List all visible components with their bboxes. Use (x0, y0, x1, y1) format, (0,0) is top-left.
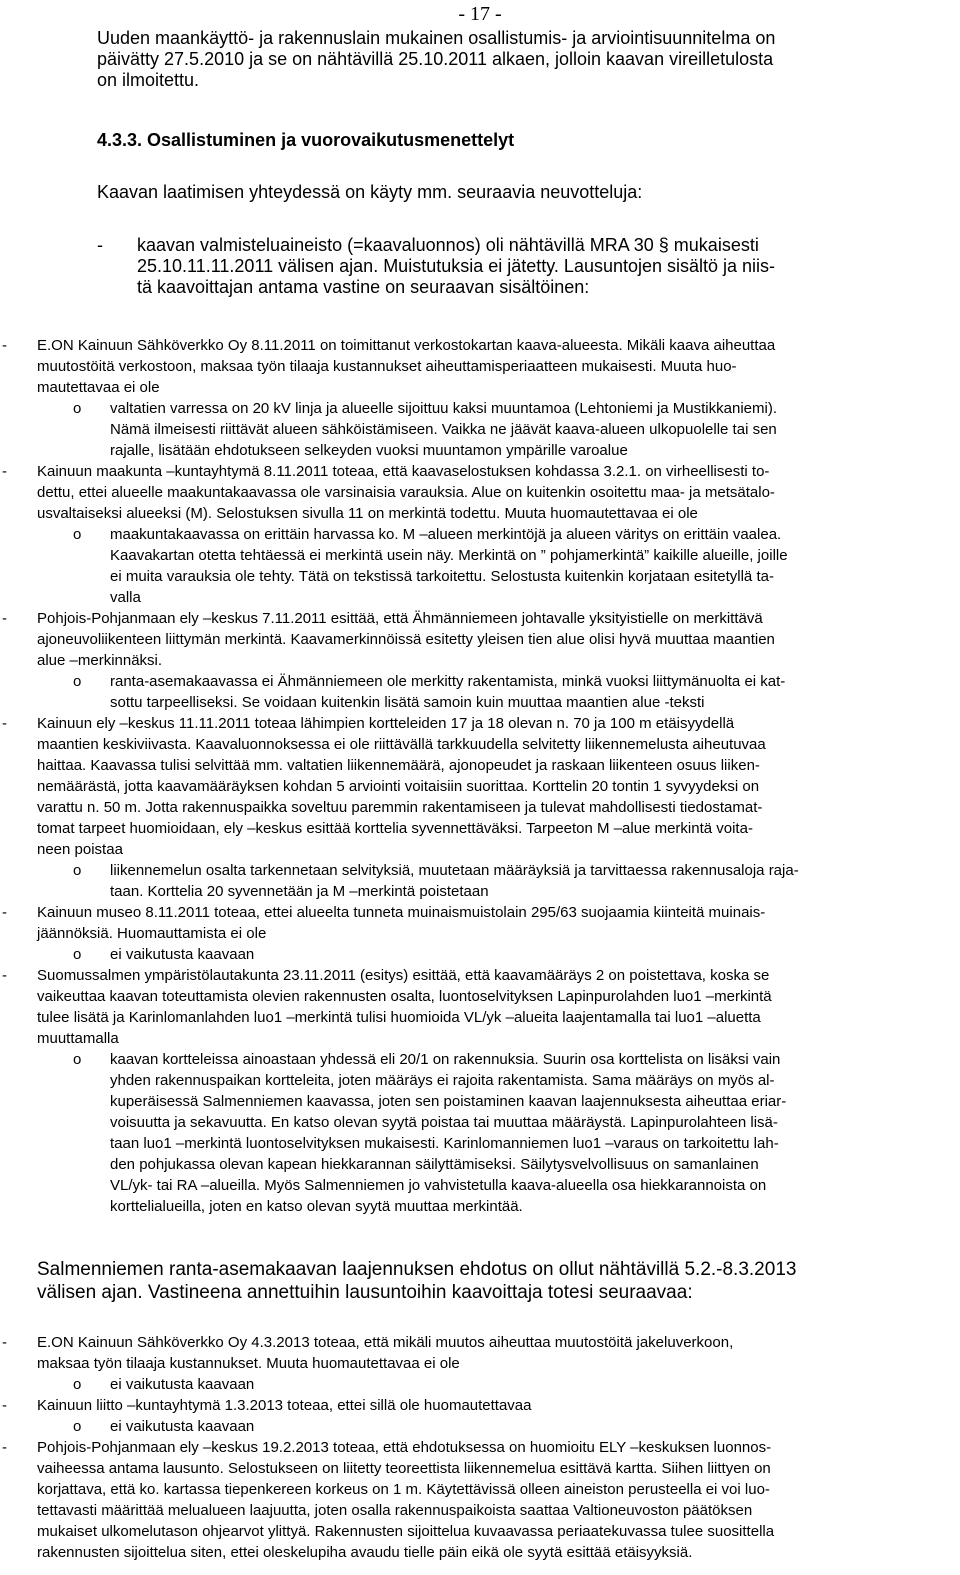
text-line: Kainuun museo 8.11.2011 toteaa, ettei alueelta tunneta muinaismuistolain 295/63 suojaamia kiinteitä muinais- (37, 904, 766, 921)
text-line: on ilmoitettu. (97, 70, 200, 90)
text-line: valtatien varressa on 20 kV linja ja alueelle sijoittuu kaksi muuntamoa (Lehtoniemi ja Mustikkaniemi). (110, 400, 777, 417)
bullet-item (0, 524, 950, 608)
text-line: muuttamalla (37, 1030, 119, 1047)
text-line: maksaa työn tilaaja kustannukset. Muuta huomautettavaa ei ole (37, 1355, 460, 1372)
intro-paragraph (97, 28, 952, 91)
bullet-marker: o (73, 862, 82, 879)
dash-marker: - (2, 904, 7, 921)
dash-marker: - (2, 337, 7, 354)
text-line: Uuden maankäyttö- ja rakennuslain mukainen osallistumis- ja arviointisuunnitelma on (97, 28, 776, 48)
text-line: päivätty 27.5.2010 ja se on nähtävillä 25.10.2011 alkaen, jolloin kaavan vireilletulosta (97, 49, 774, 69)
text-line: rakennusten sijoittelua siten, ettei oleskelupiha avaudu tielle päin eikä ole syytä esittää etäisyyksiä. (37, 1544, 693, 1561)
bullet-marker: o (73, 526, 82, 543)
text-line: E.ON Kainuun Sähköverkko Oy 4.3.2013 toteaa, että mikäli muutos aiheuttaa muutostöitä jakeluverkoon, (37, 1334, 734, 1351)
text-line: jäännöksiä. Huomauttamista ei ole (37, 925, 267, 942)
text-line: tomat tarpeet huomioidaan, ely –keskus esittää korttelia syvennettäväksi. Tarpeeton M –alue merkintä voita- (37, 820, 753, 837)
statement-item (0, 608, 950, 713)
text-line: neen poistaa (37, 841, 123, 858)
text-line: sottu tarpeelliseksi. Se voidaan kuitenkin lisätä samoin kuin muuttaa maantien alue -teksti (110, 694, 705, 711)
text-line: kaavan valmisteluaineisto (=kaavaluonnos) oli nähtävillä MRA 30 § mukaisesti (137, 235, 759, 255)
dash-marker: - (2, 610, 7, 627)
text-line: tulee lisätä ja Karinlomanlahden luo1 –merkintä tulisi huomioida VL/yk –alueita laajentamalla tai luo1 –aluetta (37, 1009, 761, 1026)
announcement (37, 1258, 937, 1304)
text-line: Kainuun ely –keskus 11.11.2011 toteaa lähimpien kortteleiden 17 ja 18 olevan n. 70 ja 100 m etäisyydellä (37, 715, 735, 732)
text-line: maantien keskiviivasta. Kaavaluonnoksessa ei ole riittävällä tarkkuudella selvitetty liikennemelusta aiheutuvaa (37, 736, 766, 753)
text-line: dettu, ettei alueelle maakuntakaavassa ole varsinaisia varauksia. Alue on kuitenkin osoitettu maa- ja metsätalo- (37, 484, 775, 501)
dash-marker: - (97, 235, 103, 255)
section-heading: 4.3.3. Osallistuminen ja vuorovaikutusmenettelyt (97, 130, 515, 150)
text-line: voisuutta ja sekavuutta. En katso olevan syytä poistaa tai muuttaa määräystä. Lapinpurolahteen lisä- (110, 1114, 778, 1131)
text-line: kuperäisessä Salmenniemen kaavassa, joten sen poistaminen kaavan laajennuksesta aiheuttaa eriar- (110, 1093, 787, 1110)
text-line: alue –merkinnäksi. (37, 652, 163, 669)
text-line: ranta-asemakaavassa ei Ähmänniemeen ole merkitty rakentamista, minkä vuoksi liittymänuolta ei kat- (110, 673, 786, 690)
bullet-item (0, 1374, 950, 1395)
bullet-item (0, 860, 950, 902)
text-line: liikennemelun osalta tarkennetaan selvityksiä, muutetaan määräyksiä ja tarvittaessa rakennusaloja raja- (110, 862, 799, 879)
statement-item (0, 713, 950, 902)
text-line: korjattava, että ko. kartassa tiepenkereen korkeus on 1 m. Käytettävissä olleen aineiston perusteella ei voi luo- (37, 1481, 770, 1498)
statement-item (0, 1332, 950, 1395)
text-line: taan luo1 –merkintä luontoselvityksen mukaisesti. Karinlomanniemen luo1 –varaus on tarkoitettu lah- (110, 1135, 779, 1152)
text-line: E.ON Kainuun Sähköverkko Oy 8.11.2011 on toimittanut verkostokartan kaava-alueesta. Mikäli kaava aiheuttaa (37, 337, 776, 354)
bullet-marker: o (73, 1051, 82, 1068)
text-line: ei vaikutusta kaavaan (110, 946, 255, 963)
top-list-item (97, 235, 955, 298)
text-line: den pohjukassa olevan kapean hiekkarannan säilyttämiseksi. Säilytysvelvollisuus on samanlainen (110, 1156, 759, 1173)
text-line: Kaavakartan otetta tehtäessä ei merkintä usein näy. Merkintä on ” pohjamerkintä” kaikille alueille, joille (110, 547, 788, 564)
dash-marker: - (2, 1397, 7, 1414)
text-line: Kainuun liitto –kuntayhtymä 1.3.2013 toteaa, ettei sillä ole huomautettavaa (37, 1397, 532, 1414)
bullet-marker: o (73, 1376, 82, 1393)
text-line: Suomussalmen ympäristölautakunta 23.11.2011 (esitys) esittää, että kaavamääräys 2 on poistettava, koska se (37, 967, 770, 984)
text-line: kaavan kortteleissa ainoastaan yhdessä eli 20/1 on rakennuksia. Suurin osa korttelista on lisäksi vain (110, 1051, 781, 1068)
dash-marker: - (2, 1334, 7, 1351)
dash-marker: - (2, 967, 7, 984)
bullet-item (0, 944, 950, 965)
statement-item (0, 965, 950, 1217)
text-line: varattu n. 50 m. Jotta rakennuspaikka soveltuu paremmin rakentamiseen ja tulevat mahdollisesti tiedostamat- (37, 799, 763, 816)
text-line: ei vaikutusta kaavaan (110, 1376, 255, 1393)
text-line: Nämä ilmeisesti riittävät alueen sähköistämiseen. Vaikka ne jäävät kaava-alueen ulkopuolelle tai sen (110, 421, 777, 438)
text-line: muutostöitä verkostoon, maksaa työn tilaaja kustannukset aiheuttamisperiaatteen mukaisesti. Muuta huo- (37, 358, 737, 375)
text-line: ei vaikutusta kaavaan (110, 1418, 255, 1435)
bullet-marker: o (73, 1418, 82, 1435)
statement-item (0, 902, 950, 965)
bullet-item (0, 671, 950, 713)
dash-marker: - (2, 463, 7, 480)
text-line: tettavasti määrittää melualueen laajuutta, joten osalla rakennuspaikoista saattaa Valtioneuvoston päätöksen (37, 1502, 753, 1519)
bullet-item (0, 1416, 950, 1437)
text-line: usvaltaiseksi alueeksi (M). Selostuksen sivulla 11 on merkintä todettu. Muuta huomautettavaa ei ole (37, 505, 698, 522)
statement-item (0, 1437, 950, 1563)
bullet-item (0, 398, 950, 461)
statement-list (0, 335, 950, 1217)
text-line: nemäärästä, jotta kaavamääräyksen kohdan 5 arviointi voitaisiin suorittaa. Korttelin 20 tontin 1 syvyydeksi on (37, 778, 760, 795)
text-line: korttelialueilla, joten en katso olevan syytä muuttaa merkintää. (110, 1198, 523, 1215)
text-line: välisen ajan. Vastineena annettuihin lausuntoihin kaavoittaja totesi seuraavaa: (37, 1282, 693, 1303)
statement-item (0, 1395, 950, 1437)
text-line: Salmenniemen ranta-asemakaavan laajennuksen ehdotus on ollut nähtävillä 5.2.-8.3.2013 (37, 1259, 797, 1280)
page-number: - 17 - (458, 3, 502, 25)
text-line: mukaiset ulkomelutason ohjearvot ylittyä. Rakennusten sijoittelua kuvaavassa periaatekuvassa tulee suosittella (37, 1523, 775, 1540)
dash-marker: - (2, 1439, 7, 1456)
bullet-marker: o (73, 673, 82, 690)
bullet-marker: o (73, 400, 82, 417)
text-line: tä kaavoittajan antama vastine on seuraavan sisältöinen: (137, 277, 590, 297)
bullet-marker: o (73, 946, 82, 963)
statement-item (0, 461, 950, 608)
text-line: ei muita varauksia ole tehty. Tätä on tekstissä tarkoitettu. Selostusta kuitenkin korjataan esitetyllä ta- (110, 568, 774, 585)
text-line: haittaa. Kaavassa tulisi selvittää mm. valtatien liikennemäärä, ajonopeudet ja raskaan liikenteen osuus liiken- (37, 757, 760, 774)
text-line: taan. Korttelia 20 syvennetään ja M –merkintä poistetaan (110, 883, 489, 900)
text-line: Kainuun maakunta –kuntayhtymä 8.11.2011 toteaa, että kaavaselostuksen kohdassa 3.2.1. on virheellisesti to- (37, 463, 770, 480)
statement-list-2 (0, 1332, 950, 1563)
lead-text: Kaavan laatimisen yhteydessä on käyty mm. seuraavia neuvotteluja: (97, 182, 643, 202)
text-line: Pohjois-Pohjanmaan ely –keskus 7.11.2011 esittää, että Ähmänniemeen johtavalle yksityistielle on merkittävä (37, 610, 763, 627)
bullet-item (0, 1049, 950, 1217)
text-line: rajalle, lisätään ehdotukseen selkeyden vuoksi muuntamon ympärille varoalue (110, 442, 628, 459)
text-line: valla (110, 589, 141, 606)
text-line: Pohjois-Pohjanmaan ely –keskus 19.2.2013 toteaa, että ehdotuksessa on huomioitu ELY –keskuksen luonnos- (37, 1439, 772, 1456)
statement-item (0, 335, 950, 461)
text-line: mautettavaa ei ole (37, 379, 160, 396)
dash-marker: - (2, 715, 7, 732)
text-line: 25.10.11.11.2011 välisen ajan. Muistutuksia ei jätetty. Lausuntojen sisältö ja niis- (137, 256, 776, 276)
text-line: maakuntakaavassa on erittäin harvassa ko. M –alueen merkintöjä ja alueen väritys on erittäin vaalea. (110, 526, 782, 543)
text-line: vaiheessa antama lausunto. Selostukseen on liitetty teoreettista liikennemelua esittävä kartta. Siihen liittyen on (37, 1460, 771, 1477)
text-line: ajoneuvoliikenteen liittymän merkintä. Kaavamerkinnöissä esitetty yleisen tien alue olisi hyvä muuttaa maantien (37, 631, 775, 648)
text-line: yhden rakennuspaikan kortteleita, joten määräys ei rajoita rakentamista. Sama määräys on myös al- (110, 1072, 775, 1089)
text-line: VL/yk- tai RA –alueilla. Myös Salmenniemen jo vahvistetulla kaava-alueella osa hiekkarannoista on (110, 1177, 767, 1194)
text-line: vaikeuttaa kaavan toteuttamista olevien rakennusten osalta, luontoselvityksen Lapinpurolahden luo1 –merkintä (37, 988, 772, 1005)
